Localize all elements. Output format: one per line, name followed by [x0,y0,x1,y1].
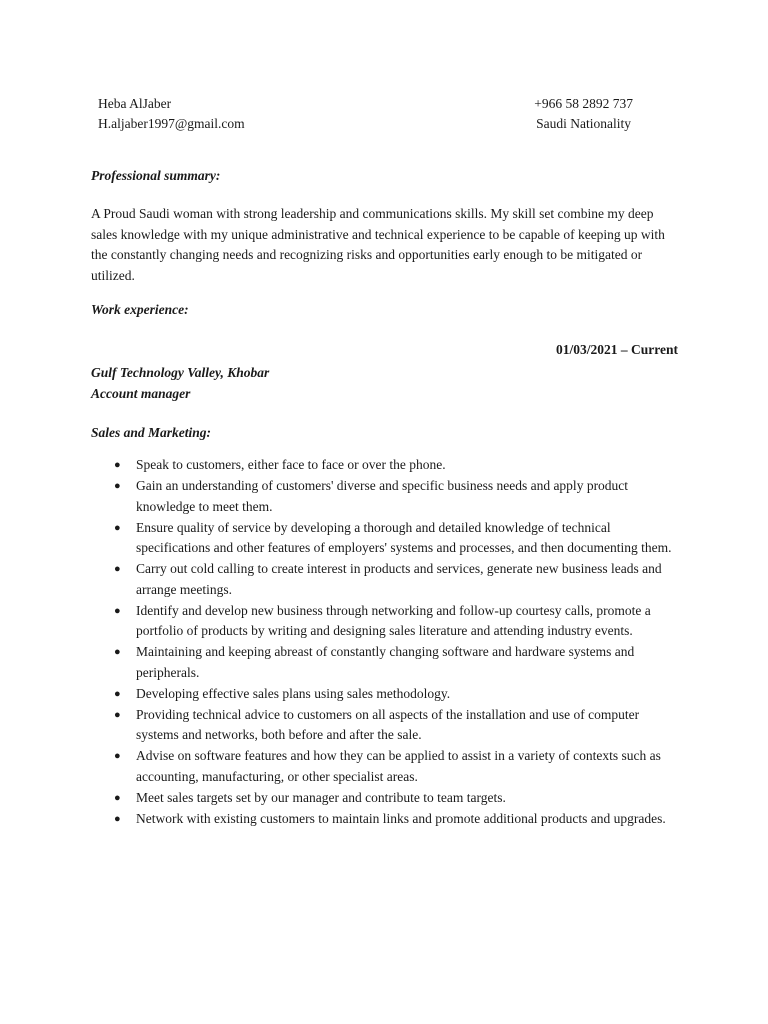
job-header [91,362,269,404]
duty-text: Ensure quality of service by developing a thorough and detailed knowledge of technical specifications and other features of employers' systems and processes, and then documenting them. [136,519,672,555]
bullet-icon: ● [114,646,121,658]
bullet-icon: ● [114,812,121,825]
duty-text: Gain an understanding of customers' diverse and specific business needs and apply product knowledge to meet them. [136,478,629,514]
duty-text: Maintaining and keeping abreast of constantly changing software and hardware systems and peripherals. [136,644,635,680]
list-item [91,788,681,809]
bullet-icon: ● [114,521,121,534]
job-date-range: 01/03/2021 – Current [556,342,678,357]
summary-text: A Proud Saudi woman with strong leadership and communications skills. My skill set combine my deep sales knowledge with my unique administrative and technical experience to be capable of keeping up with the constantly changing needs and recognizing risks and opportunities early enough to be mitigated or utilized. [91,206,665,283]
bullet-icon: ● [114,708,121,721]
job-role: Account manager [91,386,191,401]
bullet-icon: ● [114,750,121,762]
duty-text: Network with existing customers to maintain links and promote additional products and upgrades. [136,810,666,826]
contact-right-block [534,94,633,134]
duty-text: Developing effective sales plans using sales methodology. [136,685,451,701]
summary-heading: Professional summary: [91,168,221,183]
bullet-icon: ● [114,459,121,471]
bullet-icon: ● [114,480,121,492]
company-name: Gulf Technology Valley, Khobar [91,365,270,380]
candidate-phone: +966 58 2892 737 [534,96,633,111]
list-item [91,601,681,642]
list-item [91,705,681,746]
list-item [91,518,681,559]
candidate-nationality: Saudi Nationality [536,116,631,131]
bullet-icon: ● [114,687,121,700]
work-experience-heading: Work experience: [91,302,189,317]
list-item [91,476,681,517]
sales-marketing-heading: Sales and Marketing: [91,425,212,440]
list-item [91,809,681,830]
duty-text: Meet sales targets set by our manager and contribute to team targets. [136,789,506,805]
list-item [91,559,681,600]
bullet-icon: ● [114,791,121,804]
bullet-icon: ● [114,563,121,575]
contact-left-block [98,94,245,134]
bullet-icon: ● [114,604,121,617]
list-item [91,684,681,705]
list-item [91,455,681,476]
candidate-name: Heba AlJaber [98,96,172,111]
duty-text: Providing technical advice to customers on all aspects of the installation and use of computer systems and networks, both before and after the sale. [136,706,640,742]
duty-text: Advise on software features and how they can be applied to assist in a variety of contexts such as accounting, manufacturing, or other specialist areas. [136,748,661,784]
duty-text: Speak to customers, either face to face or over the phone. [136,457,446,472]
list-item [91,746,681,787]
duty-text: Carry out cold calling to create interest in products and services, generate new business leads and arrange meetings. [136,561,662,597]
candidate-email: H.aljaber1997@gmail.com [98,116,245,131]
list-item [91,642,681,683]
duty-text: Identify and develop new business through networking and follow-up courtesy calls, promote a portfolio of products by writing and designing sales literature and attending industry events. [136,602,651,638]
duties-list [91,455,681,830]
